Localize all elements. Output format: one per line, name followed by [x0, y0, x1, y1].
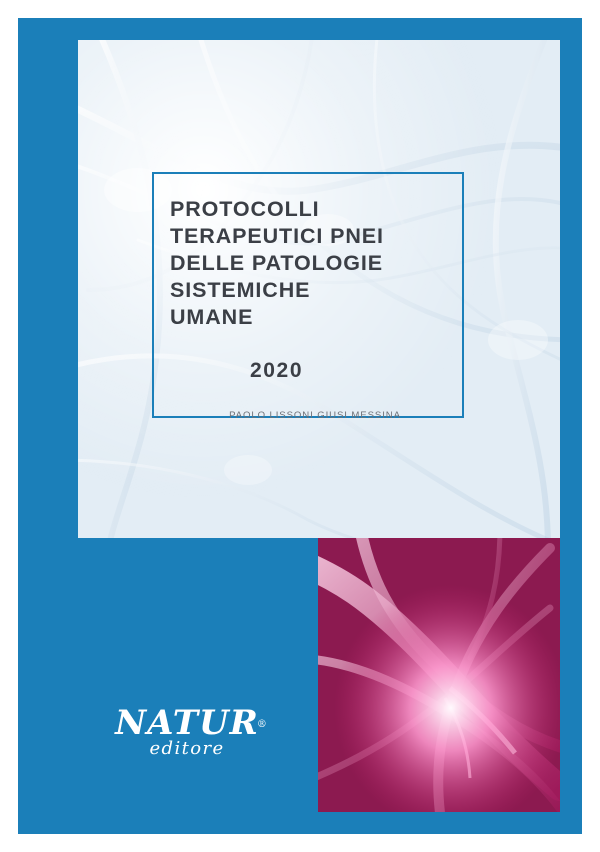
publisher-logo	[94, 703, 280, 759]
frame-left-bar	[18, 18, 78, 538]
title-line-2: TERAPEUTICI PNEI	[170, 224, 384, 248]
title-line-5: UMANE	[170, 305, 254, 329]
publisher-name	[115, 703, 268, 743]
frame-top-bar	[78, 18, 582, 40]
authors-line: PAOLO LISSONI GIUSI MESSINA	[229, 410, 401, 421]
title-line-3: DELLE PATOLOGIE	[170, 251, 383, 275]
publisher-tagline: editore	[149, 738, 225, 759]
title-block	[170, 196, 460, 383]
frame-lower-left-block	[18, 538, 318, 834]
publisher-name-text: NATUR	[115, 703, 259, 743]
registered-trademark-icon: ®	[256, 719, 268, 730]
title-line-1: PROTOCOLLI	[170, 197, 320, 221]
frame-bottom-bar	[18, 812, 582, 834]
title-line-4: SISTEMICHE	[170, 278, 311, 302]
magenta-neuron-photo	[300, 538, 560, 812]
frame-right-bar	[560, 18, 582, 834]
publication-year: 2020	[250, 359, 304, 382]
